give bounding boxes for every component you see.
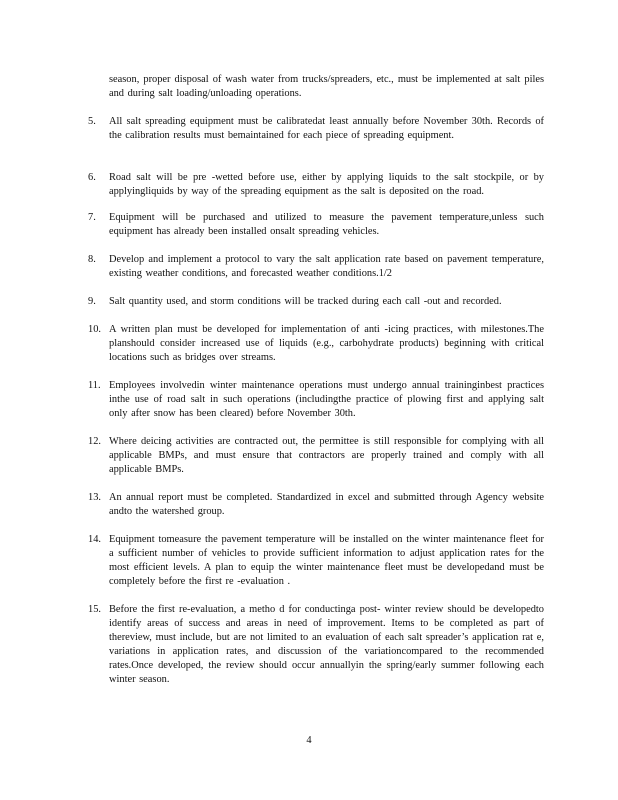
list-item — [88, 253, 544, 281]
list-item-text: Equipment tomeasure the pavement temperature will be installed on the winter maintenance fleet for a sufficient number of vehicles to provide sufficient information to adjust application rates for the most efficient levels. A plan to equip the winter maintenance fleet must be developedand must be completely before the first re -evaluation . — [109, 534, 544, 587]
list-item-text: A written plan must be developed for implementation of anti -icing practices, with milestones.The planshould consider increased use of liquids (e.g., carbohydrate products) beginning with critical locations such as bridges over streams. — [109, 324, 544, 363]
list-item-text: Develop and implement a protocol to vary the salt application rate based on pavement temperature, existing weather conditions, and forecasted weather conditions.1/2 — [109, 254, 544, 279]
list-item-number: 15. — [88, 604, 101, 615]
list-item-text: All salt spreading equipment must be calibratedat least annually before November 30th. Records of the calibration results must bemaintained for each piece of spreading equipment. — [109, 116, 544, 141]
page-number: 4 — [306, 735, 312, 746]
list-item-number: 14. — [88, 534, 101, 545]
list-item — [88, 379, 544, 421]
list-item — [88, 533, 544, 589]
list-item-text: Employees involvedin winter maintenance operations must undergo annual traininginbest practices inthe use of road salt in such operations (includingthe practice of plowing first and applying salt only after snow has been cleared) before November 30th. — [109, 380, 544, 419]
list-item — [88, 323, 544, 365]
list-item-number: 6. — [88, 172, 96, 183]
list-item-text: An annual report must be completed. Standardized in excel and submitted through Agency website andto the watershed group. — [109, 492, 544, 517]
list-item-text: Before the first re-evaluation, a metho d for conductinga post- winter review should be developedto identify areas of success and areas in need of improvement. Items to be completed as part of thereview, must include, but are not limited to an evaluation of each salt spreader’s application rat e, variations in application rates, and discussion of the variationcompared to the recommended rates.Once developed, the review should occur annuallyin the spring/early summer following each winter season. — [109, 604, 544, 685]
list-item-number: 7. — [88, 212, 96, 223]
list-item — [88, 171, 544, 199]
list-item — [88, 115, 544, 143]
list-item — [88, 491, 544, 519]
list-item-number: 8. — [88, 254, 96, 265]
list-item-text: Road salt will be pre -wetted before use, either by applying liquids to the salt stockpile, or by applyingliquids by way of the spreading equipment as the salt is deposited on the road. — [109, 172, 544, 197]
continuation-paragraph: season, proper disposal of wash water from trucks/spreaders, etc., must be implemented at salt piles and during salt loading/unloading operations. — [109, 74, 544, 99]
list-item-number: 13. — [88, 492, 101, 503]
list-item-text: Where deicing activities are contracted out, the permittee is still responsible for complying with all applicable BMPs, and must ensure that contractors are properly trained and comply with all applicable BMPs. — [109, 436, 544, 475]
list-item-text: Equipment will be purchased and utilized to measure the pavement temperature,unless such equipment has already been installed onsalt spreading vehicles. — [109, 212, 544, 237]
list-item-text: Salt quantity used, and storm conditions will be tracked during each call -out and recorded. — [109, 296, 502, 307]
list-item-number: 5. — [88, 116, 96, 127]
list-item — [88, 211, 544, 239]
list-item-number: 9. — [88, 296, 96, 307]
list-item-number: 12. — [88, 436, 101, 447]
list-item — [88, 435, 544, 477]
list-item-number: 11. — [88, 380, 101, 391]
list-item-number: 10. — [88, 324, 101, 335]
list-item — [88, 603, 544, 687]
list-item — [88, 295, 544, 309]
